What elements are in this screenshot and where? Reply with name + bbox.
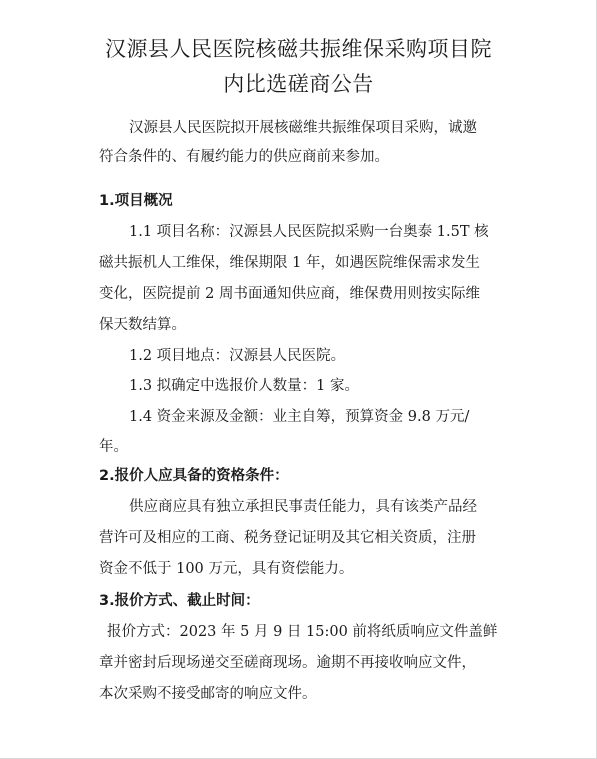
intro-line-1: 汉源县人民医院拟开展核磁维共振维保项目采购，诚邀 xyxy=(129,120,477,136)
section-1-heading: 1.项目概况 xyxy=(99,193,173,209)
section-1-item-2: 1.2 项目地点：汉源县人民医院。 xyxy=(129,348,346,364)
section-1-item-1-line-1: 1.1 项目名称：汉源县人民医院拟采购一台奥泰 1.5T 核 xyxy=(129,224,489,240)
section-1-item-1-line-4: 保天数结算。 xyxy=(99,317,186,333)
intro-line-2: 符合条件的、有履约能力的供应商前来参加。 xyxy=(99,149,389,165)
section-1-item-1-line-3: 变化，医院提前 2 周书面通知供应商，维保费用则按实际维 xyxy=(99,286,480,302)
section-3-line-2: 章并密封后现场递交至磋商现场。逾期不再接收响应文件， xyxy=(99,655,476,671)
section-1-item-1-line-2: 磁共振机人工维保，维保期限 1 年，如遇医院维保需求发生 xyxy=(99,255,480,271)
document-title-line-1: 汉源县人民医院核磁共振维保采购项目院 xyxy=(105,37,492,61)
section-1-item-4-line-1: 1.4 资金来源及金额：业主自筹，预算资金 9.8 万元/ xyxy=(129,409,470,425)
section-3-line-1: 报价方式：2023 年 5 月 9 日 15:00 前将纸质响应文件盖鲜 xyxy=(107,624,498,640)
section-1-item-3: 1.3 拟确定中选报价人数量：1 家。 xyxy=(129,378,360,394)
section-2-heading: 2.报价人应具备的资格条件： xyxy=(99,468,289,484)
section-1-item-4-line-2: 年。 xyxy=(99,439,128,455)
section-3-line-3: 本次采购不接受邮寄的响应文件。 xyxy=(99,686,317,702)
section-3-heading: 3.报价方式、截止时间： xyxy=(99,593,260,609)
section-2-line-3: 资金不低于 100 万元，具有资偿能力。 xyxy=(99,561,354,577)
document-title-line-2: 内比选磋商公告 xyxy=(223,72,374,96)
section-2-line-1: 供应商应具有独立承担民事责任能力，具有该类产品经 xyxy=(129,499,477,515)
section-2-line-2: 营许可及相应的工商、税务登记证明及其它相关资质，注册 xyxy=(99,530,476,546)
